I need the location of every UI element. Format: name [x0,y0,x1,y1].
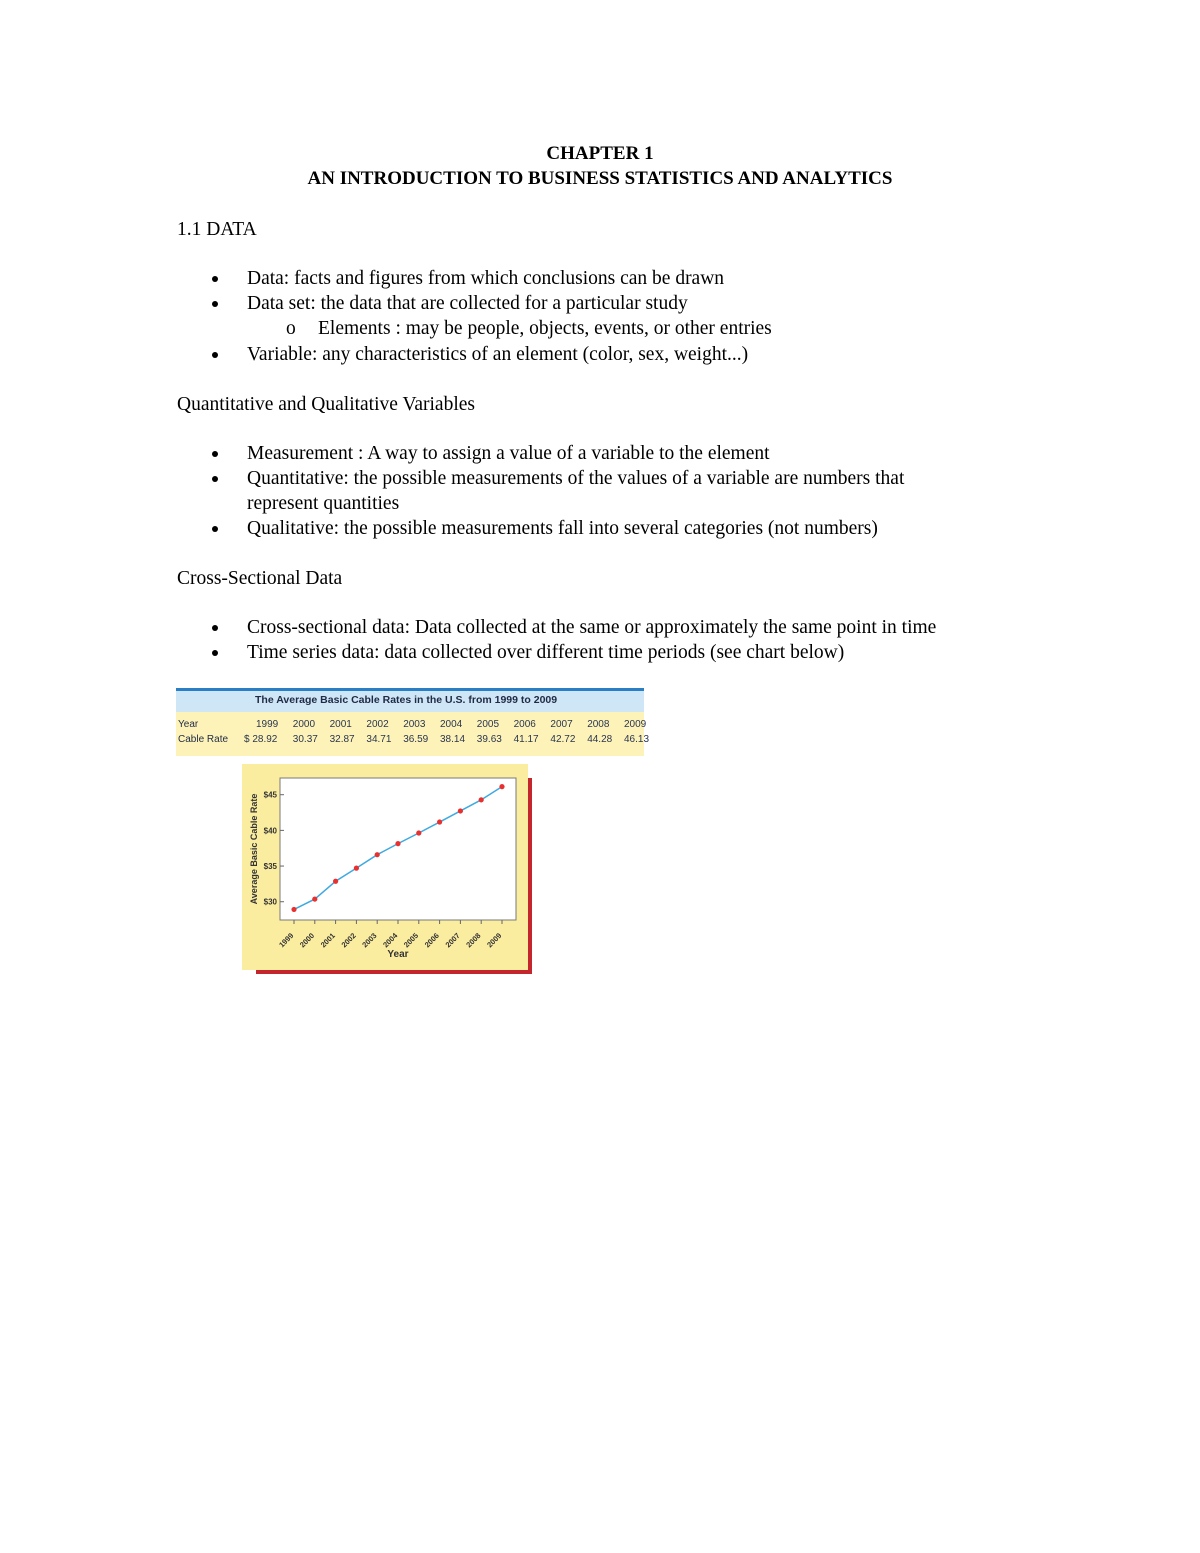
chapter-subtitle: AN INTRODUCTION TO BUSINESS STATISTICS AND ANALYTICS [307,168,893,189]
y-tick-label: $35 [263,862,277,872]
data-point [437,819,442,824]
x-tick-label: 2008 [464,931,483,950]
section-heading-cross-sectional: Cross-Sectional Data [177,568,343,589]
sub-bullet-marker: o [286,318,296,339]
list-item-text: Data: facts and figures from which conclusions can be drawn [247,268,725,289]
section-heading-variables: Quantitative and Qualitative Variables [177,394,476,415]
x-tick-label: 2004 [381,931,400,950]
data-point [499,784,504,789]
x-tick-label: 2006 [422,931,441,950]
x-tick-label: 2005 [401,931,421,950]
data-point [291,907,296,912]
bullet-icon [212,625,218,631]
bullet-icon [212,301,218,307]
table-cell-year: 2001 [329,719,352,730]
bullet-icon [212,276,218,282]
x-tick-label: 2009 [485,931,504,950]
table-cell-year: 2009 [624,719,647,730]
list-item-text: Quantitative: the possible measurements of the values of a variable are numbers that [247,468,905,489]
x-tick-label: 1999 [277,931,296,950]
list-item-text: represent quantities [247,493,400,514]
list-item-text: Variable: any characteristics of an element (color, sex, weight...) [247,344,749,365]
table-cell-year: 1999 [256,719,279,730]
data-point [395,841,400,846]
y-axis-label: Average Basic Cable Rate [249,793,259,905]
bullet-icon [212,352,218,358]
section-heading-data: 1.1 DATA [177,219,257,240]
data-point [479,797,484,802]
x-axis-label: Year [387,949,409,960]
table-row [176,719,647,733]
bullet-icon [212,526,218,532]
data-point [354,866,359,871]
table-cell-year: 2008 [587,719,610,730]
bullet-icon [212,451,218,457]
table-cell-rate: 30.37 [292,734,318,745]
table-title-bar [176,688,644,712]
table-cell-year: 2004 [440,719,463,730]
table-cell-year: 2002 [366,719,389,730]
table-title: The Average Basic Cable Rates in the U.S. from 1999 to 2009 [255,694,558,706]
table-cell-rate: 36.59 [403,734,429,745]
table-cell-rate: 38.14 [440,734,466,745]
x-tick-label: 2007 [443,931,462,950]
table-cell-year: 2007 [550,719,573,730]
data-point [458,808,463,813]
table-cell-rate: 34.71 [366,734,392,745]
y-tick-label: $30 [263,897,277,907]
data-point [333,879,338,884]
x-tick-label: 2000 [297,931,317,950]
data-point [312,896,317,901]
list-item-text: Time series data: data collected over different time periods (see chart below) [247,642,845,663]
cable-rate-line-chart [242,764,532,974]
list-item-text: Qualitative: the possible measurements fall into several categories (not numbers) [247,518,878,539]
y-tick-label: $40 [263,826,277,836]
row-label-cable-rate: Cable Rate [178,734,229,745]
table-cell-rate: 32.87 [329,734,355,745]
chapter-title: CHAPTER 1 [546,143,654,164]
x-tick-label: 2002 [339,931,358,950]
sub-list-item-text: Elements : may be people, objects, events, or other entries [318,318,772,339]
table-cell-rate: 41.17 [513,734,539,745]
table-row [176,734,650,748]
y-tick-label: $45 [263,790,277,800]
table-cell-year: 2003 [403,719,426,730]
x-tick-label: 2003 [360,931,379,950]
table-cell-rate: 39.63 [476,734,502,745]
table-cell-year: 2006 [513,719,536,730]
table-cell-year: 2005 [476,719,500,730]
table-cell-year: 2000 [292,719,316,730]
cable-rate-table [176,688,650,756]
list-item-text: Cross-sectional data: Data collected at the same or approximately the same point in time [247,617,937,638]
bullet-icon [212,650,218,656]
table-cell-rate: $ 28.92 [244,734,278,745]
bullet-icon [212,476,218,482]
table-cell-rate: 42.72 [550,734,576,745]
row-label-year: Year [178,719,199,730]
x-tick-label: 2001 [318,931,337,950]
data-point [375,852,380,857]
table-cell-rate: 46.13 [624,734,650,745]
data-point [416,830,421,835]
table-cell-rate: 44.28 [587,734,613,745]
list-item-text: Measurement : A way to assign a value of a variable to the element [247,443,770,464]
list-item-text: Data set: the data that are collected for a particular study [247,293,688,314]
